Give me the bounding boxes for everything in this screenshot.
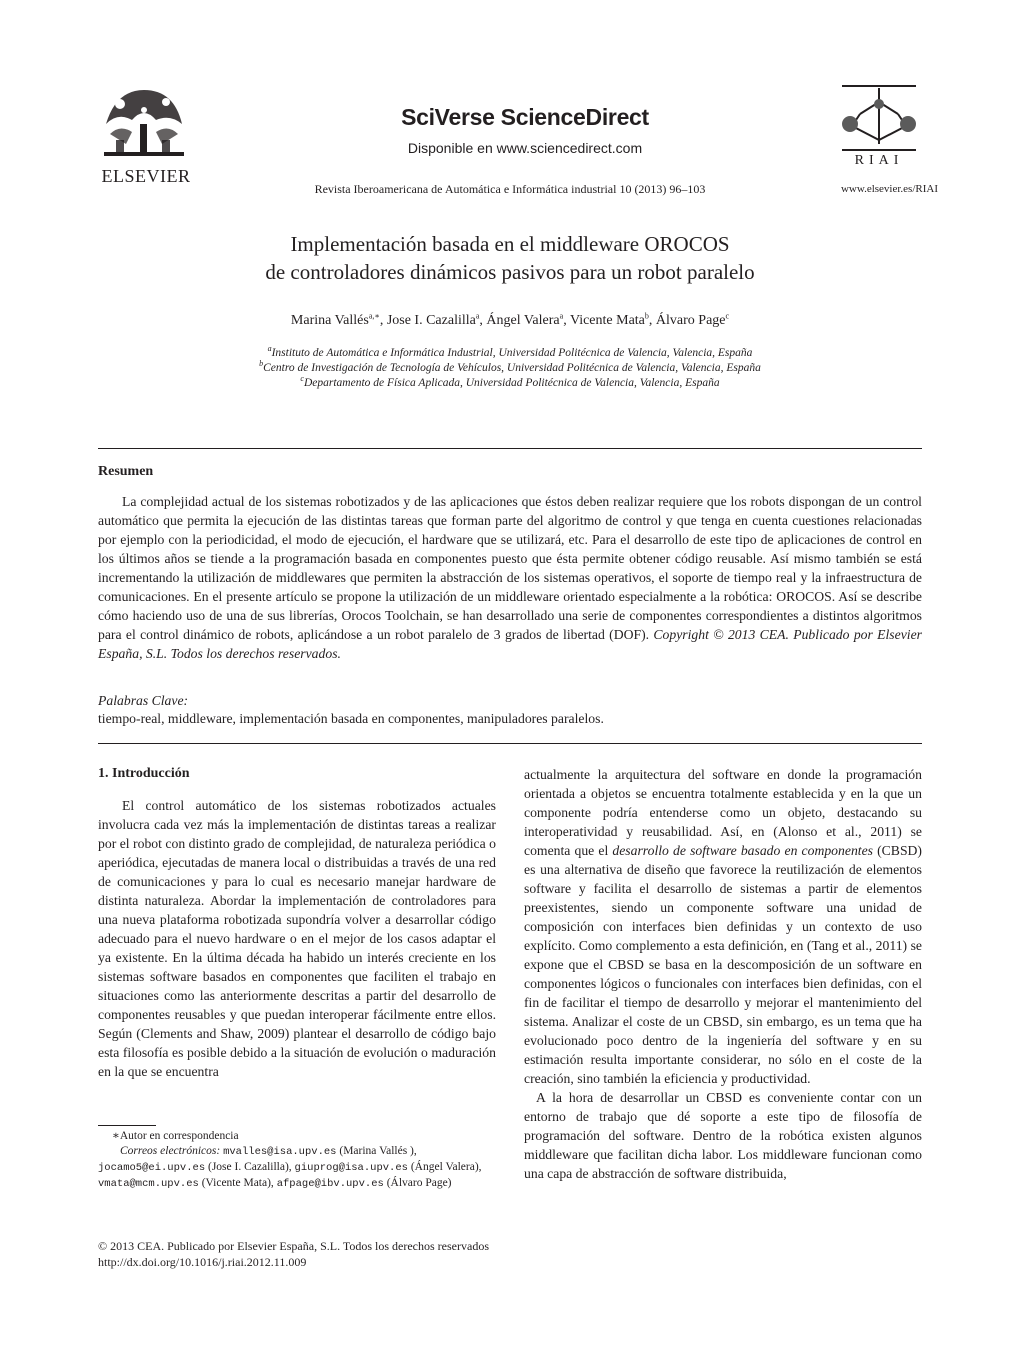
- author: Vicente Mata$^b$: [569, 311, 649, 328]
- section-heading-introduccion: 1. Introducción: [98, 766, 190, 781]
- author: Ángel Valera$^a$: [486, 311, 564, 328]
- elsevier-wordmark: ELSEVIER: [101, 166, 191, 186]
- title-line-1: Implementación basada en el middleware OROCOS: [290, 232, 730, 256]
- author: Marina Vallés$^{a,∗}$: [290, 311, 380, 328]
- doi-link[interactable]: http://dx.doi.org/10.1016/j.riai.2012.11.009: [98, 1255, 307, 1269]
- emails-note: Correos electrónicos: mvalles@isa.upv.es (Marina Vallés ),: [120, 1145, 417, 1158]
- author: Jose I. Cazalilla$^a$: [386, 311, 480, 328]
- riai-logo: [836, 84, 922, 168]
- article-title: [140, 230, 880, 286]
- riai-url[interactable]: www.elsevier.es/RIAI: [840, 183, 938, 195]
- divider-top: [98, 448, 922, 449]
- author-list: Marina Vallés$^{a,∗}$, Jose I. Cazalilla$^a$, Ángel Valera$^a$, Vicente Mata$^b$, Álvaro Page$^c$: [290, 311, 730, 328]
- abstract-heading: Resumen: [98, 464, 154, 479]
- riai-logo-text: RIAI: [854, 153, 904, 168]
- email-link[interactable]: vmata@mcm.upv.es: [98, 1178, 199, 1190]
- availability-line: Disponible en www.sciencedirect.com: [407, 140, 643, 156]
- keywords: tiempo-real, middleware, implementación basada en componentes, manipuladores paralelos.: [98, 711, 604, 726]
- author: Álvaro Page$^c$: [655, 311, 730, 328]
- keywords-label: Palabras Clave:: [98, 693, 189, 708]
- affiliation: $^c$Departamento de Física Aplicada, Universidad Politécnica de Valencia, Valencia, España: [300, 374, 720, 389]
- email-link[interactable]: jocamo5@ei.upv.es: [98, 1162, 206, 1174]
- affiliation: $^a$Instituto de Automática e Informática Industrial, Universidad Politécnica de Valencia, Valencia, España: [267, 344, 753, 359]
- footnotes: [98, 1129, 496, 1192]
- intro-left-column: El control automático de los sistemas robotizados actuales involucra cada vez más la implementación de distintas tareas a realizar por el robot con distinto grado de complejidad, de naturaleza periódica o aperiódica, ejecutadas de manera local o distribuidas a través de una red de comunicaciones y para lo cual es necesario manejar hardware de distinta naturaleza. Abordar la implementación de controladores para una nueva plataforma robotizada supondría volver a desarrollar código adecuado para el nuevo hardware o en el mejor de los casos adaptar el ya existente. En la última década ha habido un interés creciente en los sistemas software basados en componentes que faciliten el trabajo en situaciones como las anteriormente descritas a partir del desarrollo de componentes reusables y que puedan interoperar fácilmente entre ellos. Según (Clements and Shaw, 2009) plantear el desarrollo de código bajo esta filosofía es posible debido a la situación de evolución o maduración en la que se encuentra: [98, 798, 496, 1079]
- footnote-rule: [98, 1125, 156, 1126]
- divider-bottom: [98, 743, 922, 744]
- affiliations: [140, 346, 880, 391]
- email-link[interactable]: afpage@ibv.upv.es: [276, 1178, 384, 1190]
- intro-paragraph: actualmente la arquitectura del software en donde la programación orientada a objetos se encuentra totalmente establecida y en la que un componente podría entenderse como un objeto, destacando su interoperatividad y reusabilidad. Así, en (Alonso et al., 2011) se comenta que el desarrollo de software basado en componentes (CBSD) es una alternativa de diseño que favorece la reutilización de elementos software y facilita el desarrollo de sistemas a partir de elementos preexistentes, siendo un componente software una unidad de composición con interfaces bien definidas y un contexto de uso explícito. Como complemento a esta definición, en (Tang et al., 2011) se expone que el CBSD se basa en la descomposición de un software en componentes lógicos o funcionales con interfaces bien definidas, con el fin de facilitar el tiempo de desarrollo y mejorar el mantenimiento del sistema. Analizar el coste de un CBSD, sin embargo, es un tema que ha evolucionado poco dentro de la ingeniería del software y en su estimación resulta importante considerar, no sólo en el coste de la creación, sino también la eficiencia y productividad.: [524, 767, 922, 1086]
- abstract-body: La complejidad actual de los sistemas robotizados y de las aplicaciones que éstos deben realizar requiere que los robots dispongan de un control automático que permita la ejecución de las distintas tareas que forman parte del algoritmo de control y que tenga en cuenta cuestiones relacionadas por ejemplo con la periodicidad, el modo de ejecución, el hardware que se utilizará, etc. Para el desarrollo de este tipo de aplicaciones de control en los últimos años se tiende a la programación basada en componentes puesto que ésta permite obtener código reusable. Así mismo también se está incrementando la utilización de middlewares que permiten la abstracción de los sistemas operativos, el soporte de tiempo real y la infraestructura de comunicaciones. En el presente artículo se propone la utilización de un middleware orientado especialmente a la robótica: OROCOS. Así se describe cómo haciendo uso de una de sus librerías, Orocos Toolchain, se han desarrollado una serie de componentes correspondientes a distintos algoritmos para el control dinámico de robots, aplicándose a un robot paralelo de 3 grados de libertad (DOF). Copyright © 2013 CEA. Publicado por Elsevier España, S.L. Todos los derechos reservados.: [98, 494, 922, 661]
- sciverse-sciencedirect-brand: SciVerse ScienceDirect: [401, 104, 649, 130]
- footer-copyright: © 2013 CEA. Publicado por Elsevier España, S.L. Todos los derechos reservados: [98, 1239, 489, 1253]
- journal-citation: Revista Iberoamericana de Automática e Informática industrial 10 (2013) 96–103: [314, 182, 706, 196]
- corresponding-author-note: ∗Autor en correspondencia: [112, 1130, 239, 1142]
- intro-paragraph: A la hora de desarrollar un CBSD es conveniente contar con un entorno de trabajo que dé soporte a este tipo de filosofía de programación del software. Dentro de la robótica existen algunos middleware que facilitan dicha labor. Los middleware funcionan como una capa de abstracción de software distribuida,: [524, 1090, 922, 1181]
- email-link[interactable]: giuprog@isa.upv.es: [294, 1162, 408, 1174]
- emails-note-cont: jocamo5@ei.upv.es (Jose I. Cazalilla), giuprog@isa.upv.es (Ángel Valera), vmata@mcm.upv.es (Vicente Mata), afpage@ibv.upv.es (Álvaro Page): [98, 1161, 482, 1190]
- affiliation: $^b$Centro de Investigación de Tecnología de Vehículos, Universidad Politécnica de Valencia, Valencia, España: [259, 359, 761, 374]
- title-line-2: de controladores dinámicos pasivos para un robot paralelo: [265, 260, 755, 284]
- email-link[interactable]: mvalles@isa.upv.es: [223, 1146, 337, 1158]
- intro-right-column: [524, 765, 922, 1183]
- abstract-copyright: Copyright © 2013 CEA. Publicado por Elsevier España, S.L. Todos los derechos reservados.: [98, 627, 922, 661]
